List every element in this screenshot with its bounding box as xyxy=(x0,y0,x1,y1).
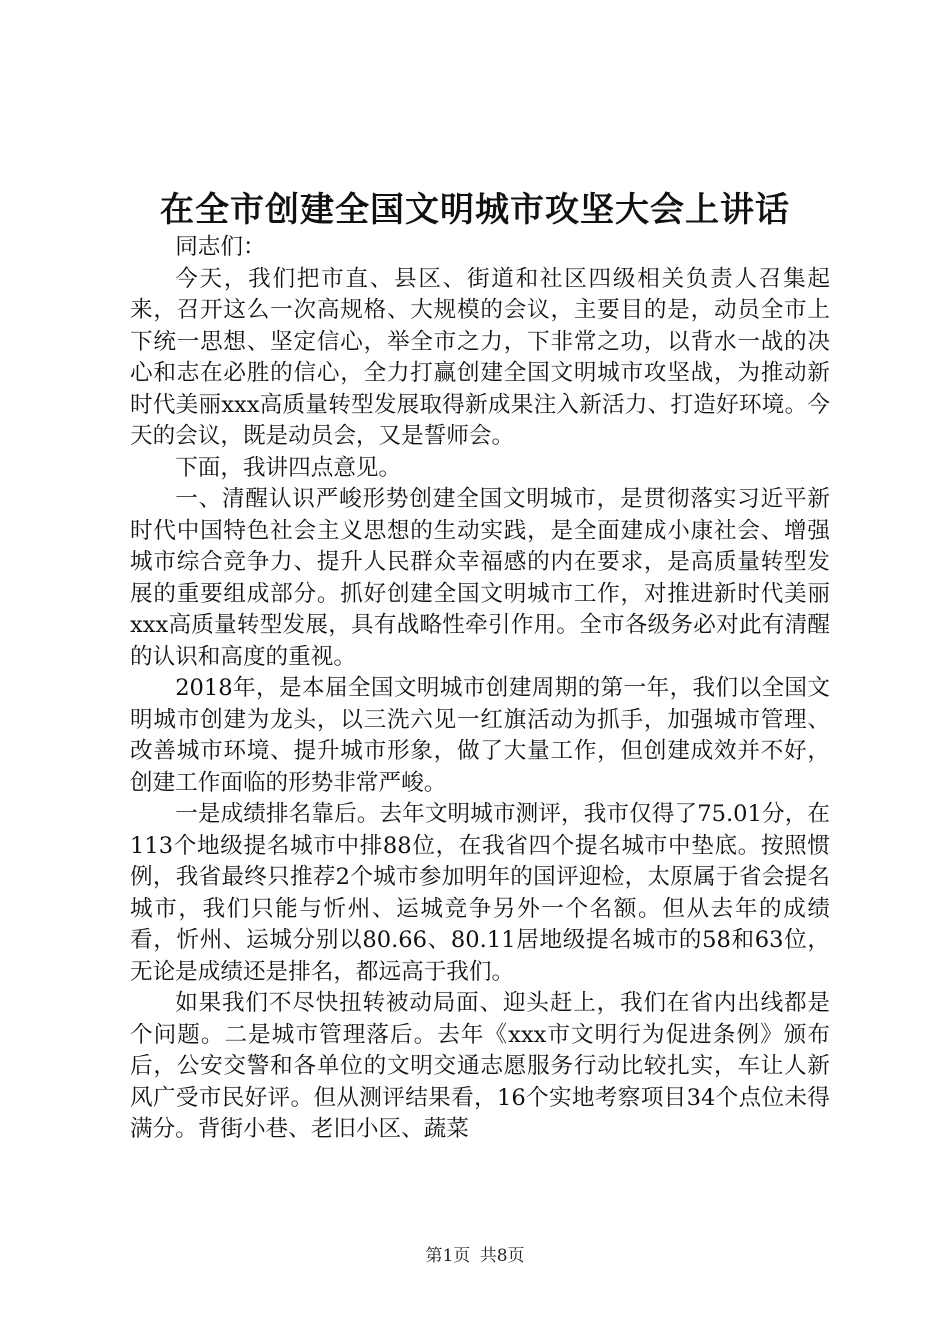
page-footer xyxy=(0,1244,950,1268)
paragraph: 一、清醒认识严峻形势创建全国文明城市，是贯彻落实习近平新时代中国特色社会主义思想的生动实践，是全面建成小康社会、增强城市综合竞争力、提升人民群众幸福感的内在要求，是高质量转型发展的重要组成部分。抓好创建全国文明城市工作，对推进新时代美丽xxx高质量转型发展，具有战略性牵引作用。全市各级务必对此有清醒的认识和高度的重视。 xyxy=(130,486,830,670)
page-total: 共8页 xyxy=(479,1246,525,1266)
page-number: 第1页 xyxy=(425,1246,471,1266)
paragraph: 如果我们不尽快扭转被动局面、迎头赶上，我们在省内出线都是个问题。二是城市管理落后。去年《xxx市文明行为促进条例》颁布后，公安交警和各单位的文明交通志愿服务行动比较扎实，车让人新风广受市民好评。但从测评结果看，16个实地考察项目34个点位未得满分。背街小巷、老旧小区、蔬菜 xyxy=(130,990,830,1142)
paragraph: 一是成绩排名靠后。去年文明城市测评，我市仅得了75.01分，在113个地级提名城市中排88位，在我省四个提名城市中垫底。按照惯例，我省最终只推荐2个城市参加明年的国评迎检，太原属于省会提名城市，我们只能与忻州、运城竞争另外一个名额。但从去年的成绩看，忻州、运城分别以80.66、80.11居地级提名城市的58和63位，无论是成绩还是排名，都远高于我们。 xyxy=(130,801,830,985)
document-title: 在全市创建全国文明城市攻坚大会上讲话 xyxy=(160,190,790,230)
document-body xyxy=(130,232,830,1146)
paragraph: 下面，我讲四点意见。 xyxy=(175,454,402,481)
paragraph: 今天，我们把市直、县区、街道和社区四级相关负责人召集起来，召开这么一次高规格、大规模的会议，主要目的是，动员全市上下统一思想、坚定信心，举全市之力，下非常之功，以背水一战的决心和志在必胜的信心，全力打赢创建全国文明城市攻坚战，为推动新时代美丽xxx高质量转型发展取得新成果注入新活力、打造好环境。今天的会议，既是动员会，又是誓师会。 xyxy=(130,265,830,449)
paragraph: 2018年，是本届全国文明城市创建周期的第一年，我们以全国文明城市创建为龙头，以三洗六见一红旗活动为抓手，加强城市管理、改善城市环境、提升城市形象，做了大量工作，但创建成效并不好，创建工作面临的形势非常严峻。 xyxy=(130,675,830,796)
paragraph-salutation: 同志们： xyxy=(175,234,266,260)
